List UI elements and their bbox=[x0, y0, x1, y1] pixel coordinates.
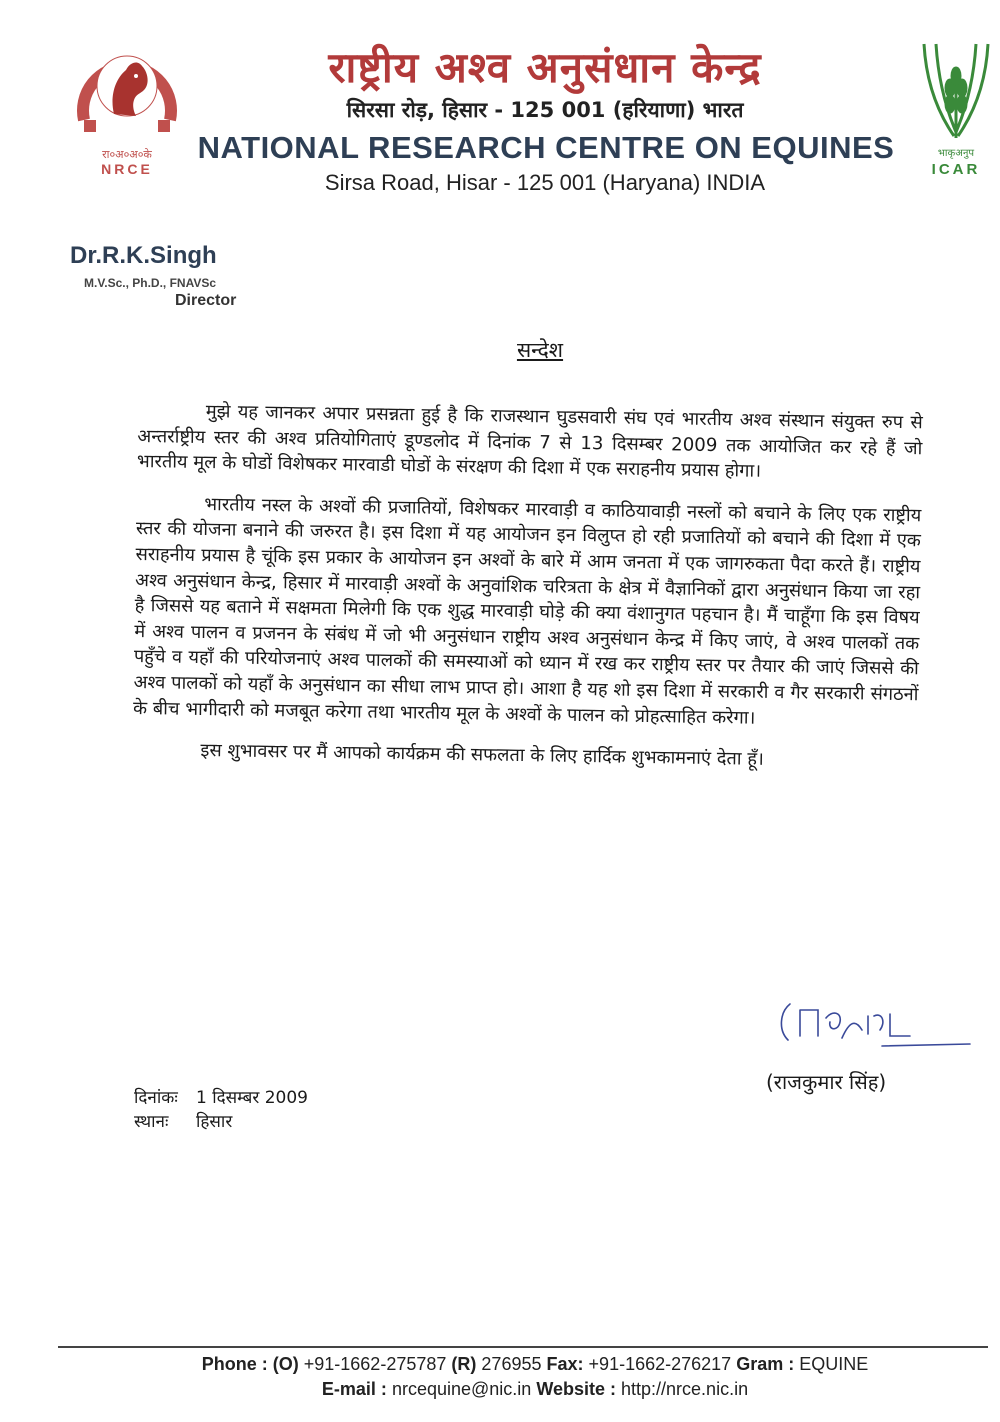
fax-number: +91-1662-276217 bbox=[588, 1354, 732, 1374]
institute-name-hindi: राष्ट्रीय अश्व अनुसंधान केन्द्र bbox=[328, 43, 762, 92]
wheat-icon bbox=[924, 44, 988, 138]
fax-label: Fax: bbox=[546, 1354, 584, 1374]
website-link[interactable]: http://nrce.nic.in bbox=[621, 1379, 749, 1399]
logo-abbr-hindi: रा०अ०अ०के bbox=[102, 148, 152, 161]
icar-abbr: ICAR bbox=[931, 161, 981, 178]
phone-res: 276955 bbox=[481, 1354, 542, 1374]
signatory-name: (राजकुमार सिंह) bbox=[766, 1070, 887, 1094]
footer-contact bbox=[140, 1352, 930, 1402]
place-value: हिसार bbox=[196, 1112, 233, 1132]
date-row bbox=[134, 1086, 308, 1110]
date-place-block bbox=[134, 1086, 308, 1134]
email-link[interactable]: nrcequine@nic.in bbox=[391, 1379, 532, 1399]
director-name: Dr.R.K.Singh bbox=[70, 242, 217, 269]
gram-label: Gram : bbox=[736, 1354, 795, 1374]
email-label: E-mail : bbox=[321, 1379, 387, 1399]
website-label: Website : bbox=[536, 1379, 616, 1399]
gram-value: EQUINE bbox=[799, 1354, 869, 1374]
date-label: दिनांकः bbox=[134, 1088, 178, 1108]
phone-label: Phone : (O) bbox=[201, 1354, 299, 1374]
message-paragraph: इस शुभावसर पर मैं आपको कार्यक्रम की सफलता के लिए हार्दिक शुभकामनाएं देता हूँ। bbox=[200, 740, 765, 770]
institute-name-english: NATIONAL RESEARCH CENTRE ON EQUINES bbox=[197, 130, 895, 165]
horseshoe-emblem bbox=[83, 56, 171, 132]
phone-office: +91-1662-275787 bbox=[303, 1354, 447, 1374]
footer-divider bbox=[58, 1346, 988, 1348]
place-row bbox=[134, 1110, 308, 1134]
message-paragraph: भारतीय नस्ल के अश्वों की प्रजातियों, विशेषकर मारवाड़ी व काठियावाड़ी नस्लों को बचाने के लिए एक राष्ट्रीय स्तर की योजना बनाने की जरुरत है। इस दिशा में यह आयोजन इन विलुप्त हो रही प्रजातियों को बचाने की दिशा में एक सराहनीय प्रयास है चूंकि इस प्रकार के आयोजन इन अश्वों के बारे में आम जनता में एक जागरुकता पैदा करते हैं। राष्ट्रीय अश्व अनुसंधान केन्द्र, हिसार में मारवाड़ी अश्वों के अनुवांशिक चरित्रता के क्षेत्र में वैज्ञानिकों द्वारा अनुसंधान किया जा रहा है जिससे यह बताने में सक्षमता मिलेगी कि एक शुद्ध मारवाड़ी घोड़े की क्या वंशानुगत पहचान है। मैं चाहूँगा कि इस विषय में अश्व पालन व प्रजनन के संबंध में जो भी अनुसंधान राष्ट्रीय अश्व अनुसंधान केन्द्र में किए जाएं, वे अश्व पालकों तक पहुँचे व यहाँ की परियोजनाएं अश्व पालकों की समस्याओं को ध्यान में रख कर राष्ट्रीय स्तर पर तैयार की जाएं जिससे की अश्व पालकों को यहॉं के अनुसंधान का सीधा लाभ प्राप्त हो। आशा है यह शो इस दिशा में सरकारी व गैर सरकारी संगठनों के बीच भागीदारी को मजबूत करेगा तथा भारतीय मूल के अश्वों के पालन को प्रोहत्साहित करेगा। bbox=[132, 493, 922, 729]
director-title: Director bbox=[175, 292, 237, 309]
institute-address-english: Sirsa Road, Hisar - 125 001 (Haryana) INDIA bbox=[324, 170, 766, 195]
icar-abbr-hindi: भाकृअनुप bbox=[937, 148, 975, 159]
message-heading: सन्देश bbox=[516, 338, 564, 362]
footer-line-1 bbox=[140, 1352, 930, 1377]
date-value: 1 दिसम्बर 2009 bbox=[196, 1088, 308, 1108]
message-paragraph: मुझे यह जानकर अपार प्रसन्नता हुई है कि राजस्थान घुडसवारी संघ एवं भारतीय अश्व संस्थान संयुक्त रुप से अन्तर्राष्ट्रीय स्तर की अश्व प्रतियोगिताएं डूण्डलोद में दिनांक 7 से 13 दिसम्बर 2009 तक आयोजित कर रहे हैं जो भारतीय मूल के घोडों विशेषकर मारवाडी घोडों के संरक्षण की दिशा में एक सराहनीय प्रयास होगा। bbox=[136, 401, 923, 482]
place-label: स्थानः bbox=[134, 1112, 169, 1132]
phone-res-label: (R) bbox=[451, 1354, 477, 1374]
director-qualifications: M.V.Sc., Ph.D., FNAVSc bbox=[84, 276, 217, 290]
message-body bbox=[132, 398, 923, 791]
logo-abbr: NRCE bbox=[101, 161, 153, 177]
footer-line-2 bbox=[140, 1377, 930, 1402]
institute-address-hindi: सिरसा रोड़, हिसार - 125 001 (हरियाणा) भारत bbox=[346, 98, 744, 122]
handwritten-signature bbox=[770, 990, 980, 1060]
nrce-logo bbox=[66, 32, 188, 182]
icar-logo bbox=[914, 40, 998, 180]
